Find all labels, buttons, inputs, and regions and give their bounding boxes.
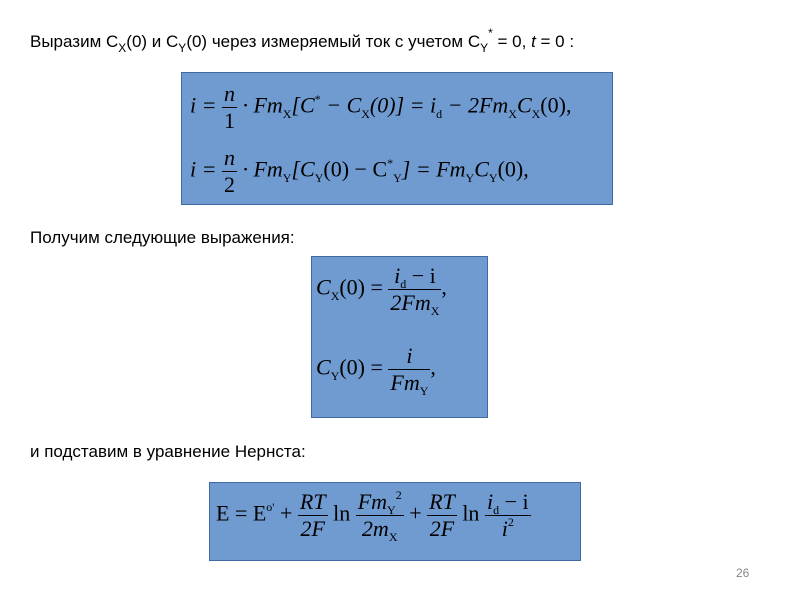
intro-text-line: Выразим $C_X(0)$ и $C_Y(0)$ через измеряемый ток с учетом $C_Y^* = 0$, t = 0 : <box>30 26 575 55</box>
equation-box-1 <box>181 72 613 205</box>
equation-3: $C_X(0)$ = $\frac{i_d - i}{2Fm_X}$ , <box>316 263 447 318</box>
nernst-intro-text: и подставим в уравнение Нернста: <box>30 442 306 461</box>
equation-2: i = $\frac{n}{2}$ · $Fm_Y[C_Y(0) - C^*_Y] = Fm_YC_Y(0)$, <box>190 145 529 197</box>
equation-box-3 <box>209 482 581 561</box>
equation-box-2 <box>311 256 488 418</box>
nernst-equation: $E = E^{o'}$ + $\frac{RT}{2F}$ ln $\frac{Fm_Y^2}{2m_X}$ + $\frac{RT}{2F}$ ln $\frac{i_d - i}{i^2}$ <box>216 488 529 544</box>
equation-1: i = $\frac{n}{1}$ · $Fm_X[C^* - C_X(0)] = i_d - 2Fm_XC_X(0)$, <box>190 81 572 133</box>
result-intro-text: Получим следующие выражения: <box>30 228 295 247</box>
page-number: 26 <box>736 566 750 580</box>
equation-4: $C_Y(0)$ = $\frac{i}{Fm_Y}$ , <box>316 343 436 398</box>
